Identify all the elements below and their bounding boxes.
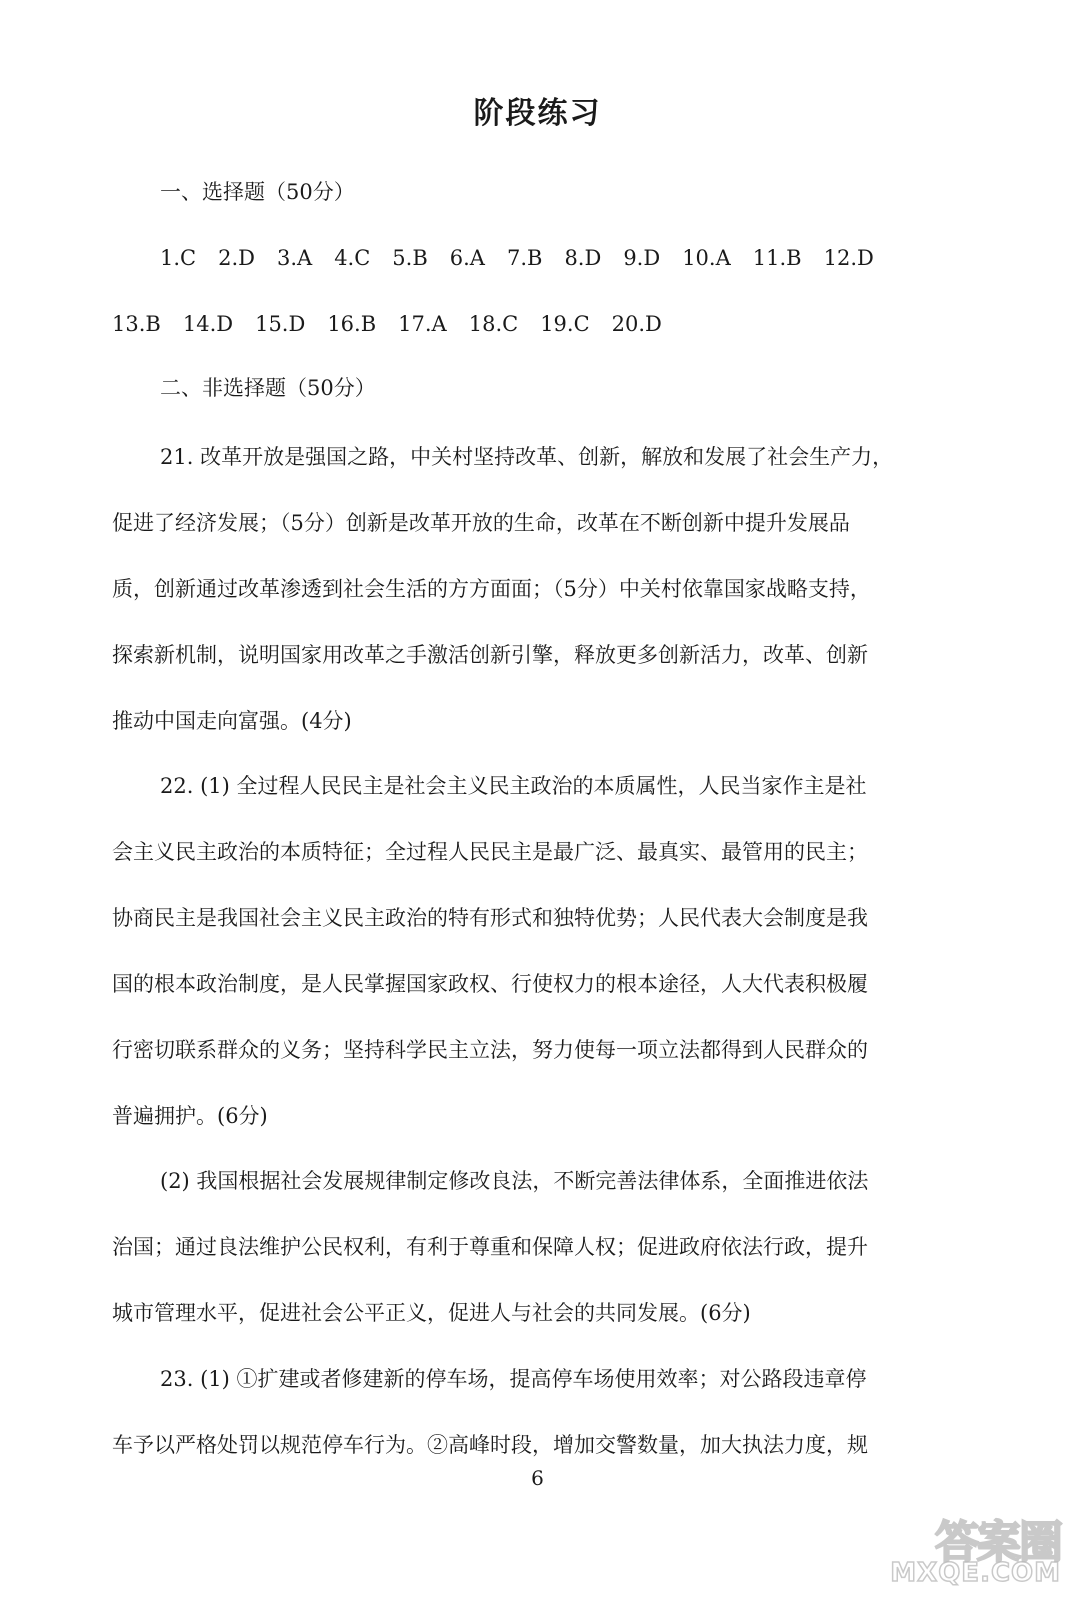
- answer-22-1-line: 协商民主是我国社会主义民主政治的特有形式和独特优势；人民代表大会制度是我: [112, 906, 868, 930]
- answer-item: 19.C: [540, 312, 590, 336]
- answer-item: 13.B: [112, 312, 161, 336]
- answer-item: 16.B: [327, 312, 377, 336]
- answer-item: 5.B: [392, 246, 428, 270]
- answer-item: 9.D: [623, 246, 661, 270]
- answer-item: 2.D: [218, 246, 255, 270]
- answer-23-1-line: 23. (1) ①扩建或者修建新的停车场，提高停车场使用效率；对公路段违章停: [160, 1367, 867, 1391]
- answer-item: 11.B: [752, 246, 802, 270]
- answer-item: 12.D: [823, 246, 874, 270]
- answer-21-line: 质，创新通过改革渗透到社会生活的方方面面；（5分）中关村依靠国家战略支持，: [112, 577, 871, 601]
- answer-item: 18.C: [468, 312, 519, 336]
- answer-item: 6.A: [449, 246, 485, 270]
- answer-21-line: 推动中国走向富强。(4分): [112, 709, 352, 733]
- answer-item: 7.B: [506, 246, 543, 270]
- answer-item: 10.A: [682, 246, 731, 270]
- answer-item: 4.C: [334, 246, 371, 270]
- answer-item: 8.D: [564, 246, 602, 270]
- page-number: 6: [531, 1466, 544, 1490]
- page-title: 阶段练习: [473, 96, 602, 131]
- answer-22-1-line: 行密切联系群众的义务；坚持科学民主立法，努力使每一项立法都得到人民群众的: [112, 1038, 868, 1062]
- answer-item: 15.D: [255, 312, 306, 336]
- answer-23-1-line: 车予以严格处罚以规范停车行为。②高峰时段，增加交警数量，加大执法力度，规: [112, 1433, 868, 1457]
- answer-key-row-2: [112, 314, 684, 335]
- answer-item: 17.A: [398, 312, 447, 336]
- answer-22-2-line: 城市管理水平，促进社会公平正义，促进人与社会的共同发展。(6分): [112, 1301, 751, 1325]
- answer-22-2-line: (2) 我国根据社会发展规律制定修改良法，不断完善法律体系，全面推进依法: [160, 1169, 869, 1193]
- answer-21-line: 21. 改革开放是强国之路，中关村坚持改革、创新，解放和发展了社会生产力，: [160, 445, 894, 469]
- answer-22-2-line: 治国；通过良法维护公民权利，有利于尊重和保障人权；促进政府依法行政，提升: [112, 1235, 868, 1259]
- watermark-logo: [890, 1506, 1061, 1588]
- answer-item: 20.D: [611, 312, 662, 336]
- answer-item: 3.A: [276, 246, 313, 270]
- watermark-text-cn: 答案圈: [935, 1517, 1061, 1568]
- section-1-heading: 一、选择题（50分）: [160, 180, 355, 204]
- answer-21-line: 探索新机制，说明国家用改革之手激活创新引擎，释放更多创新活力，改革、创新: [112, 643, 868, 667]
- answer-22-1-line: 国的根本政治制度，是人民掌握国家政权、行使权力的根本途径，人大代表积极履: [112, 972, 868, 996]
- answer-key-row-1: [160, 248, 896, 269]
- answer-item: 1.C: [160, 246, 197, 270]
- watermark-text-en: MXQE.COM: [890, 1558, 1061, 1588]
- answer-22-1-line: 会主义民主政治的本质特征；全过程人民民主是最广泛、最真实、最管用的民主；: [112, 840, 868, 864]
- answer-22-1-line: 普遍拥护。(6分): [112, 1104, 268, 1128]
- answer-item: 14.D: [182, 312, 234, 336]
- answer-22-1-line: 22. (1) 全过程人民民主是社会主义民主政治的本质属性，人民当家作主是社: [160, 774, 867, 798]
- answer-21-line: 促进了经济发展；（5分）创新是改革开放的生命，改革在不断创新中提升发展品: [112, 511, 850, 535]
- section-2-heading: 二、非选择题（50分）: [160, 376, 376, 400]
